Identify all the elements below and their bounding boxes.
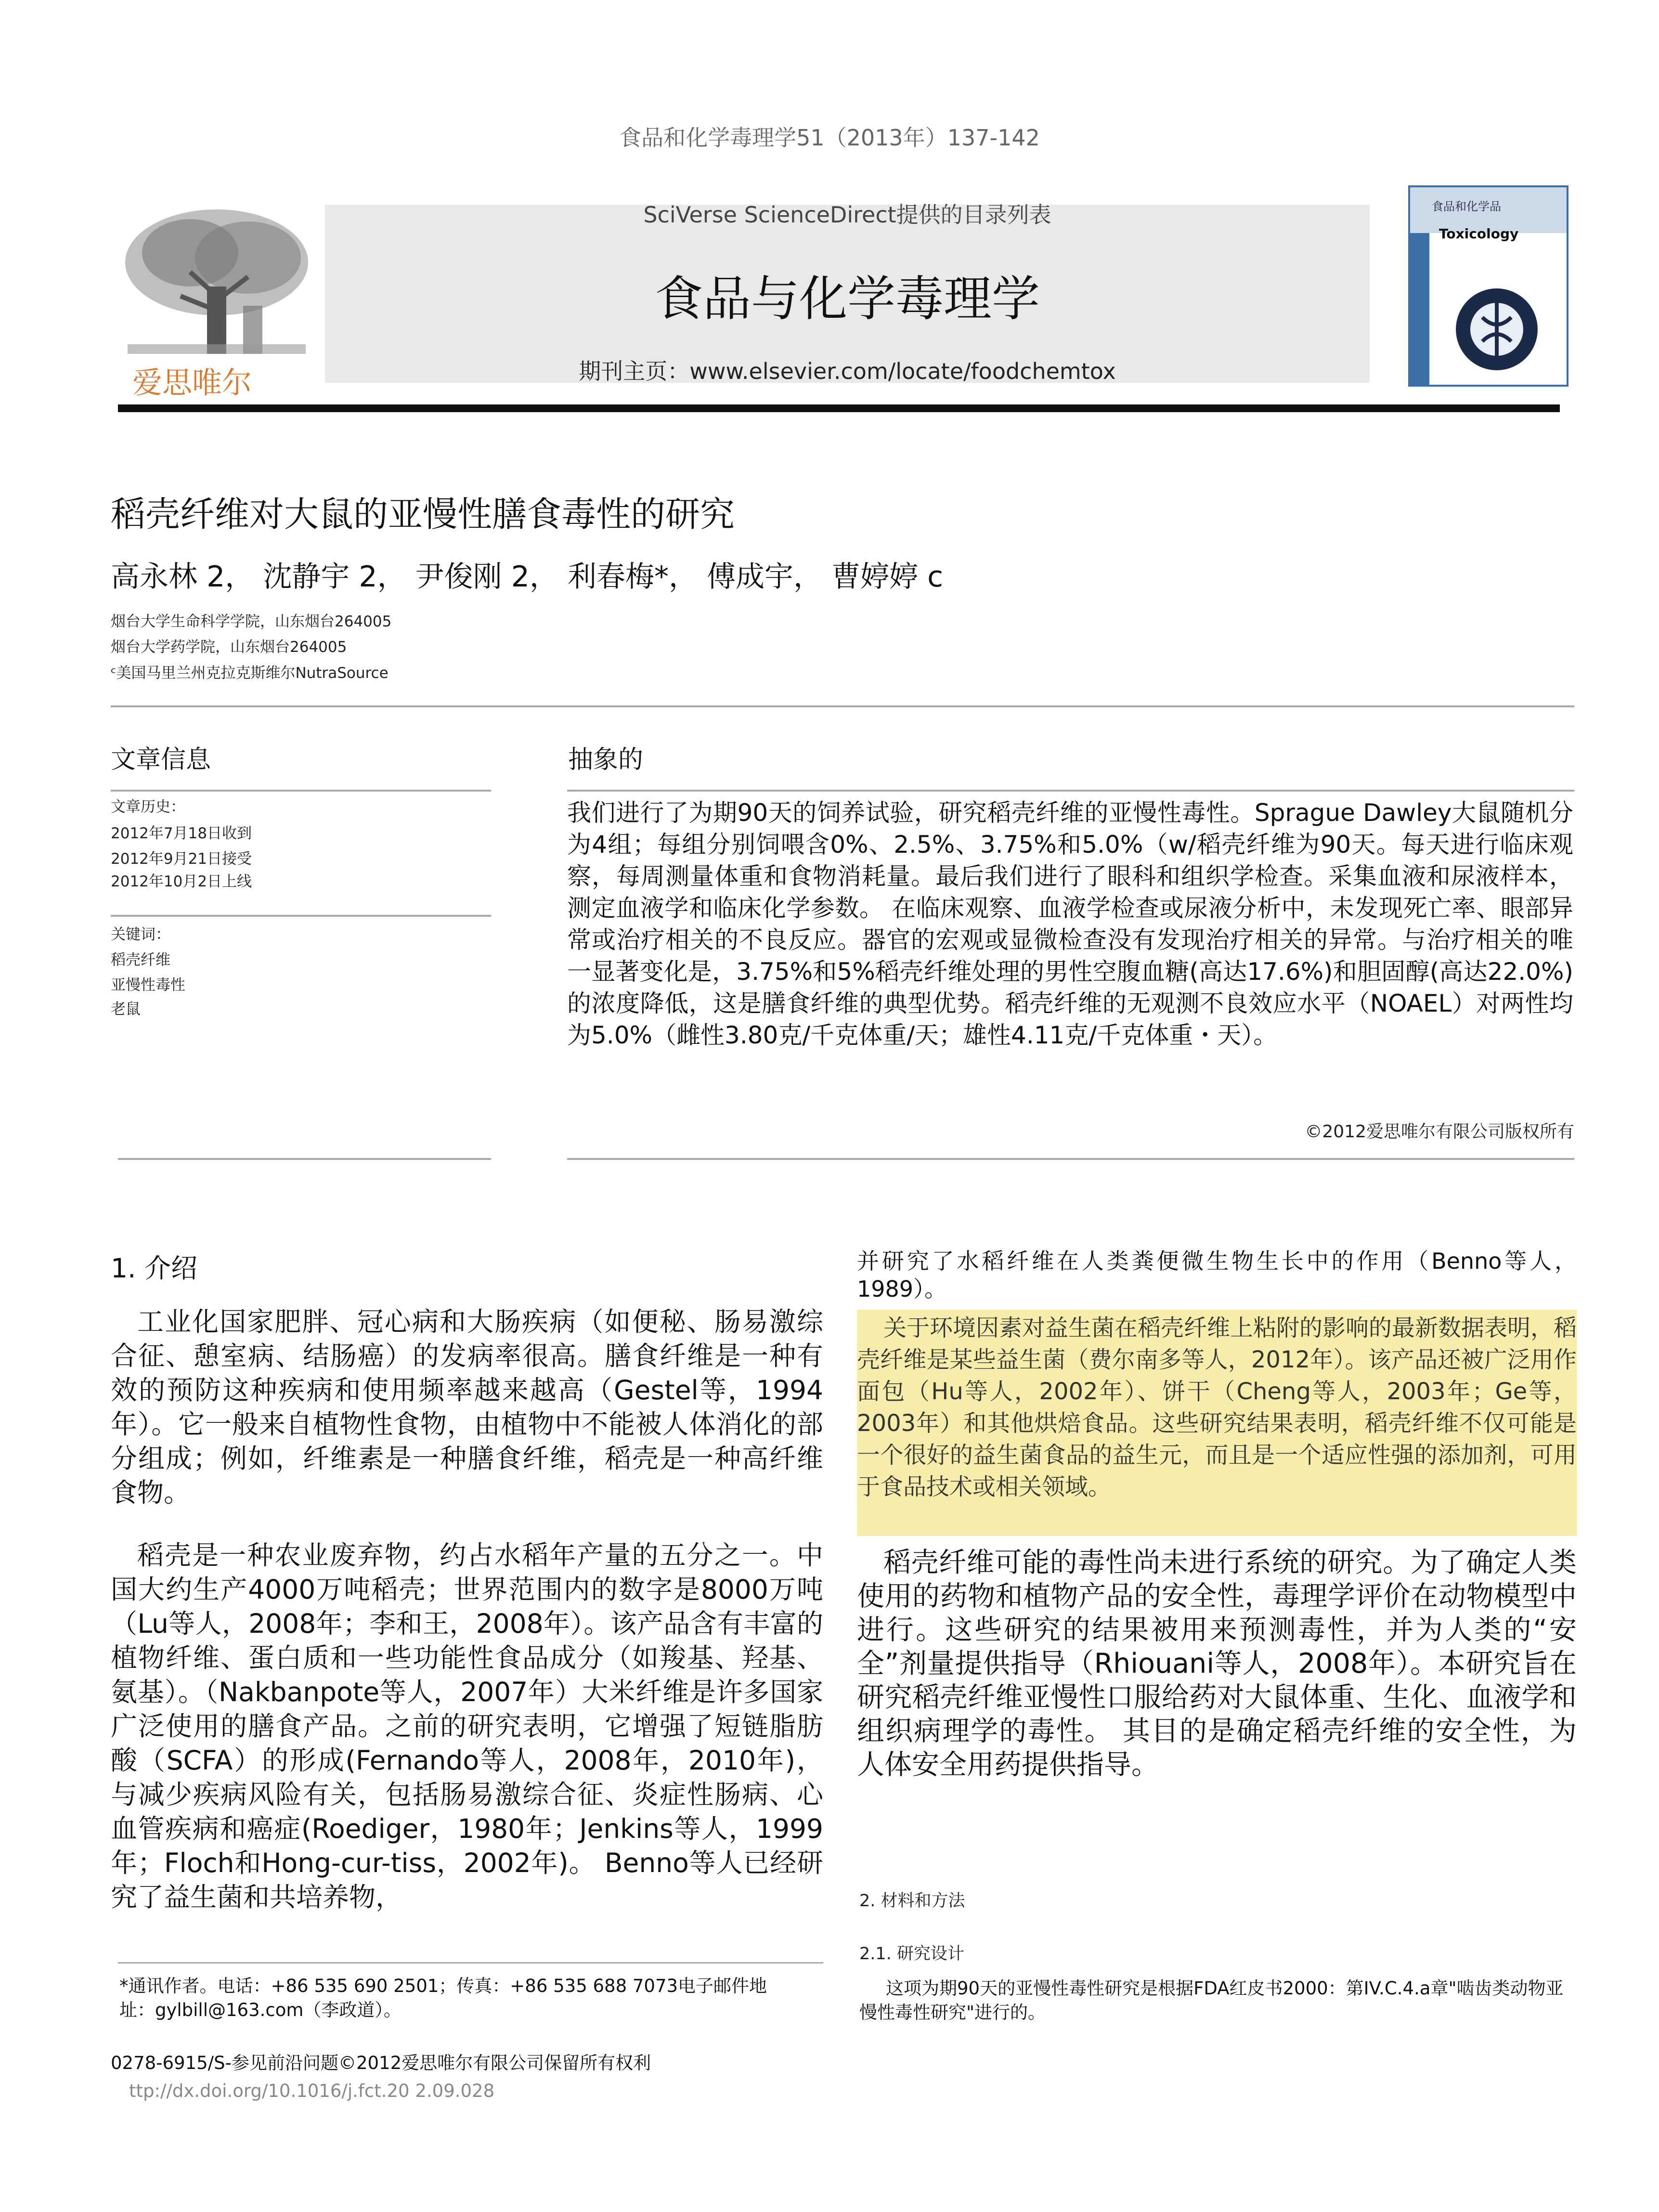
footnote-divider xyxy=(118,1962,823,1964)
abstract-heading: 抽象的 xyxy=(568,745,644,774)
cover-journal-name: 食品和化学品 xyxy=(1432,200,1501,213)
methods-text: 这项为期90天的亚慢性毒性研究是根据FDA红皮书2000：第IV.C.4.a章"啮齿类动物亚慢性毒性研究"进行的。 xyxy=(859,1978,1564,2023)
affiliation-b: 烟台大学药学院，山东烟台264005 xyxy=(111,638,347,656)
corresponding-author-note: *通讯作者。电话：+86 535 690 2501；传真：+86 535 688 7073电子邮件地址：gylbill@163.com（李政道）。 xyxy=(119,1976,767,2020)
toc-line: SciVerse ScienceDirect提供的目录列表 xyxy=(643,202,1051,228)
journal-homepage[interactable]: 期刊主页：www.elsevier.com/locate/foodchemtox xyxy=(579,358,1116,384)
methods-heading: 2. 材料和方法 xyxy=(859,1891,965,1911)
affiliation-c: ᶜ美国马里兰州克拉克斯维尔NutraSource xyxy=(111,664,389,682)
abstract-text: 我们进行了为期90天的饲养试验，研究稻壳纤维的亚慢性毒性。Sprague Dawley大鼠随机分为4组；每组分别饲喂含0%、2.5%、3.75%和5.0%（w/稻壳纤维为90天。每天进行临床观察，每周测量体重和食物消耗量。最后我们进行了眼科和组织学检查。采集血液和尿液样本，测定血液学和临床化学参数。 在临床观察、血液学检查或尿液分析中，未发现死亡率、眼部异常或治疗相关的不良反应。器官的宏观或显微检查没有发现治疗相关的异常。与治疗相关的唯一显著变化是，3.75%和5%稻壳纤维处理的男性空腹血糖(高达17.6%)和胆固醇(高达22.0%)的浓度降低，这是膳食纤维的典型优势。稻壳纤维的无观测不良效应水平（NOAEL）对两性均为5.0%（雌性3.80克/千克体重/天；雄性4.11克/千克体重・天）。 xyxy=(567,799,1573,1049)
intro-paragraph-2: 稻壳是一种农业废弃物，约占水稻年产量的五分之一。中国大约生产4000万吨稻壳；世界范围内的数字是8000万吨（Lu等人，2008年；李和王，2008年）。该产品含有丰富的植物纤维、蛋白质和一些功能性食品成分（如羧基、羟基、氨基）。（Nakbanpote等人，2007年）大米纤维是许多国家广泛使用的膳食产品。之前的研究表明，它增强了短链脂肪酸（SCFA）的形成(Fernando等人，2008年，2010年)，与减少疾病风险有关，包括肠易激综合征、炎症性肠病、心血管疾病和癌症(Roediger，1980年；Jenkins等人，1999年；Floch和Hong-cur-tiss，2002年)。 Benno等人已经研究了益生菌和共培养物， xyxy=(111,1540,823,1913)
intro-paragraph-3: 并研究了水稻纤维在人类粪便微生物生长中的作用（Benno等人，1989）。 xyxy=(857,1248,1577,1302)
keywords-label: 关键词： xyxy=(111,926,170,943)
author-list: 高永林 2， 沈静宇 2， 尹俊刚 2， 利春梅*， 傅成宇， 曹婷婷 c xyxy=(111,560,944,594)
header-rule xyxy=(118,404,1560,412)
abstract-bottom-rule xyxy=(567,1158,1574,1160)
cover-side-band xyxy=(1410,233,1429,385)
journal-cover xyxy=(1408,185,1568,387)
publisher-logo-text: 爱思唯尔 xyxy=(132,365,252,400)
keyword-2: 亚慢性毒性 xyxy=(111,976,185,994)
article-info-heading: 文章信息 xyxy=(111,745,211,774)
journal-title: 食品与化学毒理学 xyxy=(655,271,1040,327)
methods-subheading: 2.1. 研究设计 xyxy=(859,1944,964,1964)
keyword-1: 稻壳纤维 xyxy=(111,951,170,969)
affiliation-a: 烟台大学生命科学学院，山东烟台264005 xyxy=(111,613,392,630)
intro-heading: 1. 介绍 xyxy=(111,1253,197,1284)
abstract-divider xyxy=(567,790,1574,792)
intro-paragraph-4: 关于环境因素对益生菌在稻壳纤维上粘附的影响的最新数据表明，稻壳纤维是某些益生菌（费尔南多等人，2012年）。该产品还被广泛用作面包（Hu等人，2002年）、饼干（Cheng等人，2003年；Ge等，2003年）和其他烘焙食品。这些研究结果表明，稻壳纤维不仅可能是一个很好的益生菌食品的益生元，而且是一个适应性强的添加剂，可用于食品技术或相关领域。 xyxy=(857,1314,1577,1500)
keyword-3: 老鼠 xyxy=(111,1001,141,1018)
history-received: 2012年7月18日收到 xyxy=(111,825,252,842)
article-info-divider xyxy=(111,790,491,792)
abstract-copyright: ©2012爱思唯尔有限公司版权所有 xyxy=(1305,1122,1574,1142)
issn-line: 0278-6915/S-参见前沿问题©2012爱思唯尔有限公司保留所有权利 xyxy=(111,2053,651,2073)
history-online: 2012年10月2日上线 xyxy=(111,873,252,890)
intro-paragraph-5: 稻壳纤维可能的毒性尚未进行系统的研究。为了确定人类使用的药物和植物产品的安全性，毒理学评价在动物模型中进行。这些研究的结果被用来预测毒性，并为人类的“安全”剂量提供指导（Rhiouani等人，2008年）。本研究旨在研究稻壳纤维亚慢性口服给药对大鼠体重、生化、血液学和组织病理学的毒性。 其目的是确定稻壳纤维的安全性，为人体安全用药提供指导。 xyxy=(857,1547,1577,1781)
journal-citation: 食品和化学毒理学51（2013年）137-142 xyxy=(619,125,1040,151)
article-title: 稻壳纤维对大鼠的亚慢性膳食毒性的研究 xyxy=(111,494,735,534)
title-divider xyxy=(111,705,1574,707)
cover-subject: Toxicology xyxy=(1439,226,1519,242)
doi-link[interactable]: ttp://dx.doi.org/10.1016/j.fct.20 2.09.028 xyxy=(129,2081,495,2101)
article-info-bottom-rule xyxy=(118,1158,491,1160)
history-label: 文章历史： xyxy=(111,798,185,816)
cover-emblem-icon xyxy=(1439,284,1555,375)
intro-paragraph-1: 工业化国家肥胖、冠心病和大肠疾病（如便秘、肠易激综合征、憩室病、结肠癌）的发病率很高。膳食纤维是一种有效的预防这种疾病和使用频率越来越高（Gestel等，1994年）。它一般来自植物性食物，由植物中不能被人体消化的部分组成；例如，纤维素是一种膳食纤维，稻壳是一种高纤维食物。 xyxy=(111,1306,823,1508)
keywords-divider xyxy=(111,915,491,917)
elsevier-logo xyxy=(118,200,315,400)
history-accepted: 2012年9月21日接受 xyxy=(111,850,252,868)
